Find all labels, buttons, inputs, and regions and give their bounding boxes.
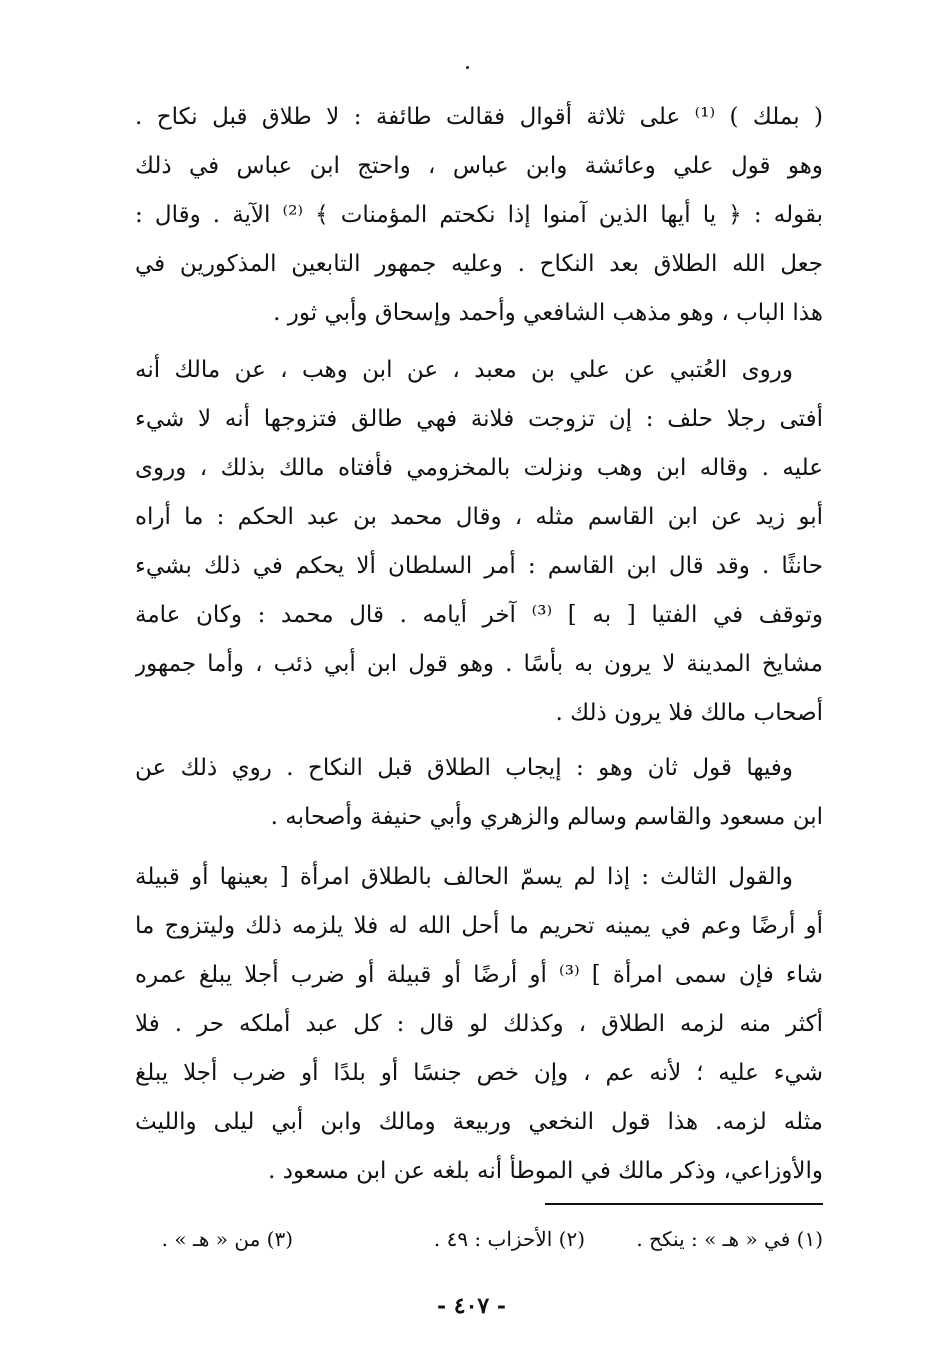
footnote-2: (٢) الأحزاب : ٤٩ . [433,1227,585,1251]
text-line: أصحاب مالك فلا يرون ذلك . [555,700,823,726]
paragraph-4 [135,853,823,1196]
text-line: وفيها قول ثان وهو : إيجاب الطلاق قبل النكاح . روي ذلك عن [135,755,793,781]
footnote-3: (٣) من « هـ » . [161,1227,293,1251]
text-line: شيء عليه ؛ لأنه عم ، وإن خص جنسًا أو بلدًا أو ضرب أجلا يبلغ [135,1060,823,1086]
footnotes [135,1222,823,1256]
text-line: مثله لزمه. هذا قول النخعي وربيعة ومالك وابن أبي ليلى والليث [135,1109,823,1135]
text-line: وتوقف في الفتيا [ به ] ⁽³⁾ آخر أيامه . قال محمد : وكان عامة [135,602,823,628]
text-line: ( بملك ) ⁽¹⁾ على ثلاثة أقوال فقالت طائفة : لا طلاق قبل نكاح . [135,104,823,130]
text-line: أكثر منه لزمه الطلاق ، وكذلك لو قال : كل عبد أملكه حر . فلا [135,1011,823,1037]
text-line: عليه . وقاله ابن وهب ونزلت بالمخزومي فأفتاه مالك بذلك ، وروى [135,455,823,481]
paragraph-1 [135,93,823,338]
text-line: مشايخ المدينة لا يرون به بأسًا . وهو قول ابن أبي ذئب ، وأما جمهور [135,651,823,677]
footnote-divider [545,1203,823,1205]
footnote-1: (١) في « هـ » : ينكح . [636,1227,823,1251]
text-line: وهو قول علي وعائشة وابن عباس ، واحتج ابن عباس في ذلك [135,153,823,179]
text-line: والقول الثالث : إذا لم يسمّ الحالف بالطلاق امرأة [ بعينها أو قبيلة [135,864,793,890]
text-line: والأوزاعي، وذكر مالك في الموطأ أنه بلغه عن ابن مسعود . [268,1158,823,1184]
text-line: أبو زيد عن ابن القاسم مثله ، وقال محمد بن عبد الحكم : ما أراه [135,504,823,530]
text-line: وروى العُتبي عن علي بن معبد ، عن ابن وهب ، عن مالك أنه [135,357,793,383]
text-line: جعل الله الطلاق بعد النكاح . وعليه جمهور التابعين المذكورين في [135,251,823,277]
text-line: أفتى رجلا حلف : إن تزوجت فلانة فهي طالق فتزوجها أنه لا شيء [135,406,823,432]
text-line: حانثًا . وقد قال ابن القاسم : أمر السلطان ألا يحكم في ذلك بشيء [135,553,823,579]
paragraph-3 [135,744,823,842]
paragraph-2 [135,346,823,738]
top-mark [466,66,469,69]
text-line: هذا الباب ، وهو مذهب الشافعي وأحمد وإسحاق وأبي ثور . [273,300,823,326]
text-line: شاء فإن سمى امرأة ] ⁽³⁾ أو أرضًا أو قبيلة أو ضرب أجلا يبلغ عمره [135,962,823,988]
text-line: بقوله : ﴿ يا أيها الذين آمنوا إذا نكحتم المؤمنات ﴾ ⁽²⁾ الآية . وقال : [135,202,823,228]
page-number: - ٤٠٧ - [436,1293,507,1319]
text-line: ابن مسعود والقاسم وسالم والزهري وأبي حنيفة وأصحابه . [270,804,823,830]
text-line: أو أرضًا وعم في يمينه تحريم ما أحل الله له فلا يلزمه ذلك وليتزوج ما [135,913,823,939]
